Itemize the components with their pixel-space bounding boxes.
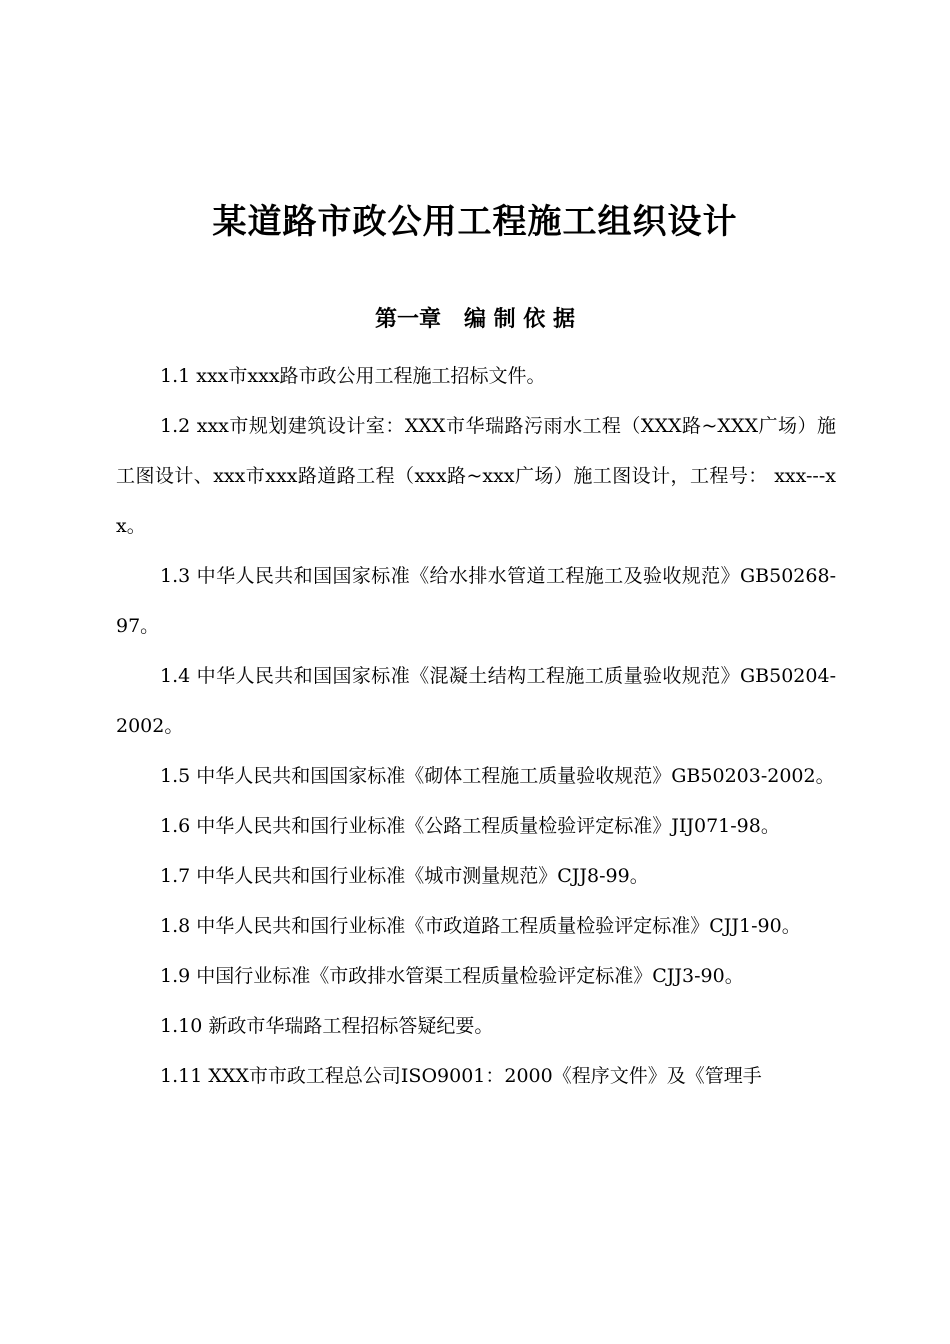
document-title: 某道路市政公用工程施工组织设计 <box>212 202 738 242</box>
paragraph-1-3: 1.3 中华人民共和国国家标准《给水排水管道工程施工及验收规范》GB50268-97。 <box>116 565 836 637</box>
paragraph-1-11: 1.11 XXX市市政工程总公司ISO9001：2000《程序文件》及《管理手 <box>160 1065 762 1087</box>
chapter-title: 第一章 编 制 依 据 <box>375 307 575 332</box>
paragraph-1-7: 1.7 中华人民共和国行业标准《城市测量规范》CJJ8-99。 <box>160 865 649 887</box>
paragraph-1-2: 1.2 xxx市规划建筑设计室：XXX市华瑞路污雨水工程（XXX路~XXX广场）施工图设计、xxx市xxx路道路工程（xxx路~xxx广场）施工图设计，工程号： xxx---xx。 <box>116 415 836 537</box>
paragraph-1-10: 1.10 新政市华瑞路工程招标答疑纪要。 <box>160 1015 494 1037</box>
paragraph-1-9: 1.9 中国行业标准《市政排水管渠工程质量检验评定标准》CJJ3-90。 <box>160 965 744 987</box>
document-body <box>116 351 836 1101</box>
paragraph-1-5: 1.5 中华人民共和国国家标准《砌体工程施工质量验收规范》GB50203-2002。 <box>160 765 835 787</box>
paragraph-1-4: 1.4 中华人民共和国国家标准《混凝土结构工程施工质量验收规范》GB50204-2002。 <box>116 665 836 737</box>
paragraph-1-1: 1.1 xxx市xxx路市政公用工程施工招标文件。 <box>160 365 546 387</box>
paragraph-1-8: 1.8 中华人民共和国行业标准《市政道路工程质量检验评定标准》CJJ1-90。 <box>160 915 801 937</box>
paragraph-1-6: 1.6 中华人民共和国行业标准《公路工程质量检验评定标准》JIJ071-98。 <box>160 815 780 837</box>
